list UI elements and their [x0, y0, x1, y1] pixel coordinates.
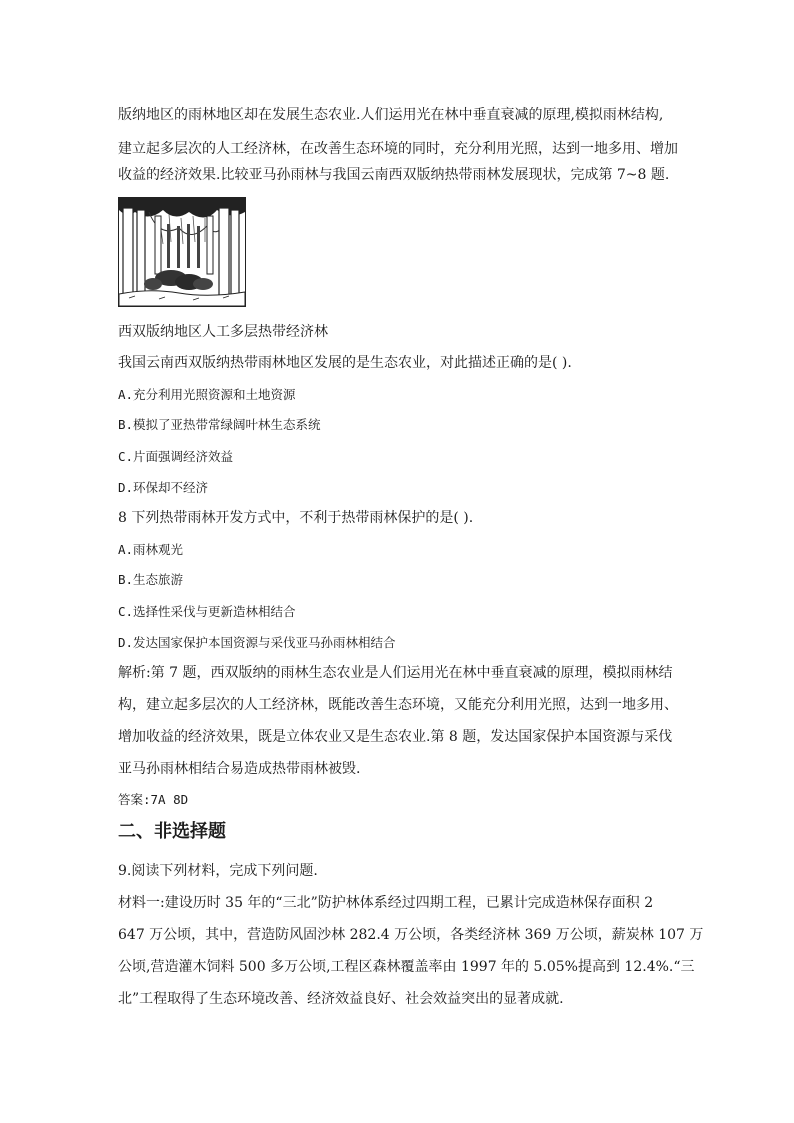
question-8-option-a: A.雨林观光	[118, 542, 184, 557]
rainforest-figure	[118, 197, 246, 307]
question-7-option-d: D.环保却不经济	[118, 480, 209, 495]
question-7-stem: 我国云南西双版纳热带雨林地区发展的是生态农业，对此描述正确的是( ).	[118, 355, 572, 371]
answer-line: 答案:7A 8D	[118, 792, 189, 807]
question-8-option-b: B.生态旅游	[118, 572, 184, 587]
material-1-line-3: 公顷,营造灌木饲料 500 多万公顷,工程区森林覆盖率由 1997 年的 5.05%提高到 12.4%.“三	[118, 959, 695, 975]
intro-line-1: 版纳地区的雨林地区却在发展生态农业.人们运用光在林中垂直衰减的原理,模拟雨林结构,	[118, 107, 664, 123]
analysis-line-2: 构，建立起多层次的人工经济林，既能改善生态环境，又能充分利用光照，达到一地多用、	[118, 697, 678, 713]
intro-line-3: 收益的经济效果.比较亚马孙雨林与我国云南西双版纳热带雨林发展现状，完成第 7~8 题.	[118, 167, 670, 183]
question-7-option-a: A.充分利用光照资源和土地资源	[118, 387, 296, 402]
tropical-forest-illustration	[119, 198, 245, 306]
material-1-line-4: 北”工程取得了生态环境改善、经济效益良好、社会效益突出的显著成就.	[118, 991, 564, 1007]
figure-caption: 西双版纳地区人工多层热带经济林	[118, 324, 328, 340]
material-1-line-1: 材料一:建设历时 35 年的“三北”防护林体系经过四期工程，已累计完成造林保存面积 2	[118, 895, 654, 911]
question-8-option-c: C.选择性采伐与更新造林相结合	[118, 604, 296, 619]
intro-line-2: 建立起多层次的人工经济林，在改善生态环境的同时，充分利用光照，达到一地多用、增加	[118, 141, 678, 157]
analysis-line-1: 解析:第 7 题，西双版纳的雨林生态农业是人们运用光在林中垂直衰减的原理，模拟雨林结	[118, 665, 673, 681]
analysis-line-4: 亚马孙雨林相结合易造成热带雨林被毁.	[118, 761, 361, 777]
question-9-stem: 9.阅读下列材料，完成下列问题.	[118, 863, 318, 879]
question-7-option-b: B.模拟了亚热带常绿阔叶林生态系统	[118, 417, 321, 432]
material-1-line-2: 647 万公顷，其中，营造防风固沙林 282.4 万公顷，各类经济林 369 万公顷，薪炭林 107 万	[118, 927, 704, 943]
section-heading: 二、非选择题	[118, 821, 226, 842]
question-8-option-d: D.发达国家保护本国资源与采伐亚马孙雨林相结合	[118, 635, 396, 650]
analysis-line-3: 增加收益的经济效果，既是立体农业又是生态农业.第 8 题，发达国家保护本国资源与采伐	[118, 729, 673, 745]
question-7-option-c: C.片面强调经济效益	[118, 449, 234, 464]
question-8-stem: 8 下列热带雨林开发方式中，不利于热带雨林保护的是( ).	[118, 510, 474, 526]
